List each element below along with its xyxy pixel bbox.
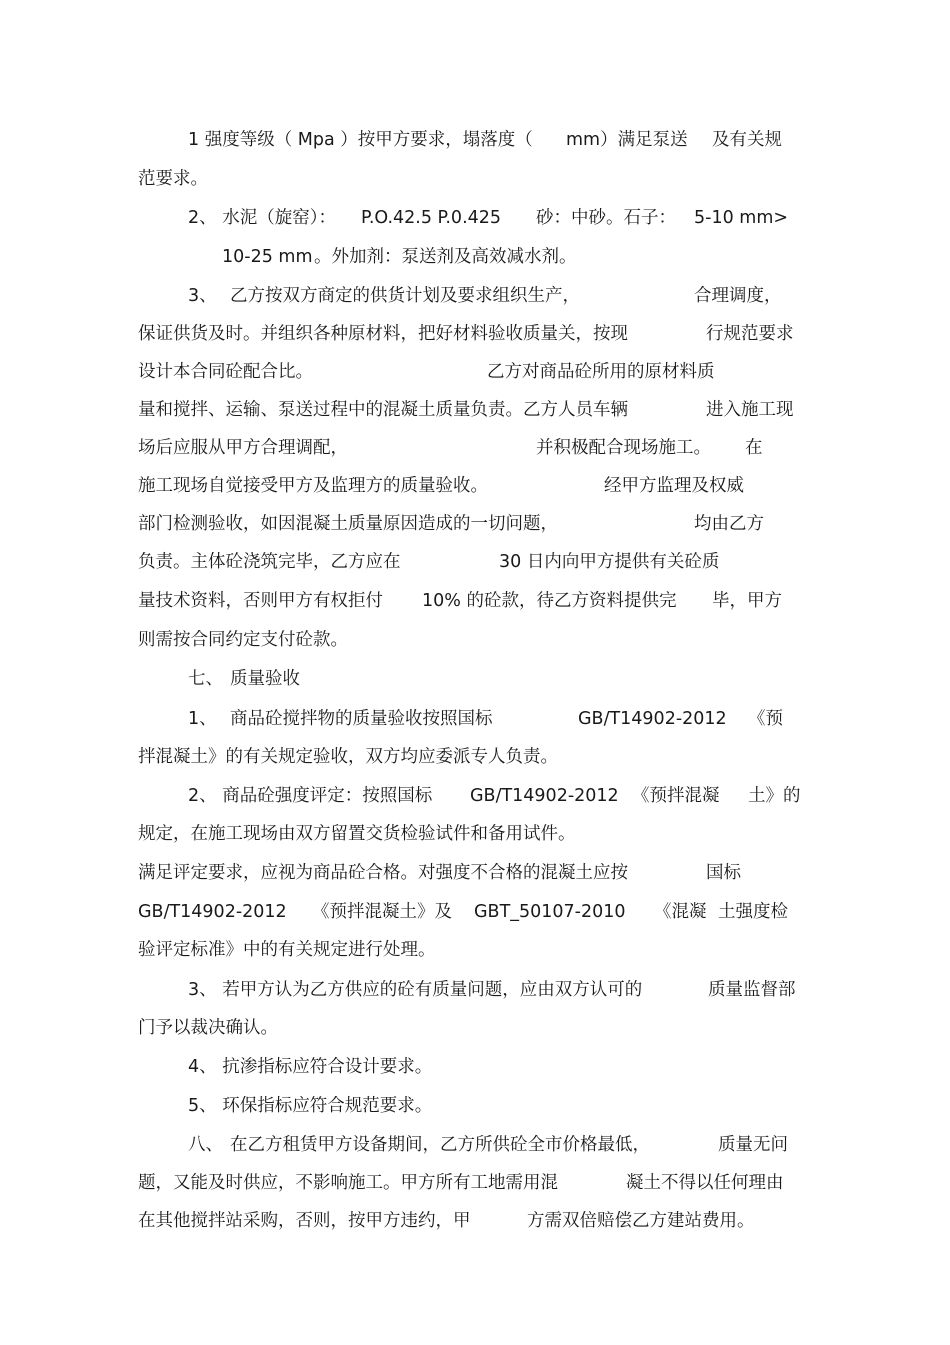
text-segment: 规定，在施工现场由双方留置交货检验试件和备用试件。 xyxy=(138,824,576,844)
text-segment: 均由乙方 xyxy=(694,514,764,534)
text-segment: 《预 xyxy=(748,709,783,729)
text-segment: 5-10 mm> xyxy=(694,208,789,228)
text-segment: 质量监督部 xyxy=(708,980,796,1000)
text-segment: 在其他搅拌站采购，否则，按甲方违约，甲 xyxy=(138,1211,471,1231)
text-segment: 范要求。 xyxy=(138,169,208,189)
text-segment: 凝土不得以任何理由 xyxy=(626,1173,784,1193)
text-segment: 30 日内向甲方提供有关砼质 xyxy=(499,552,720,572)
text-segment: 量和搅拌、运输、泵送过程中的混凝土质量负责。乙方人员车辆 xyxy=(138,400,628,420)
text-segment: 及有关规 xyxy=(712,130,782,150)
text-segment: 合理调度， xyxy=(694,286,782,306)
text-segment: 设计本合同砼配合比。 xyxy=(138,362,313,382)
text-segment: 在 xyxy=(745,438,763,458)
text-segment: 并积极配合现场施工。 xyxy=(536,438,711,458)
text-segment: 砂：中砂。石子： xyxy=(536,208,676,228)
text-segment: 验评定标准》中的有关规定进行处理。 xyxy=(138,940,436,960)
text-segment: 部门检测验收，如因混凝土质量原因造成的一切问题， xyxy=(138,514,558,534)
text-segment: 4、 抗渗指标应符合设计要求。 xyxy=(188,1057,433,1077)
text-segment: 3、 xyxy=(188,286,217,306)
text-segment: 《预拌混凝 xyxy=(632,786,720,806)
text-segment: GB/T14902-2012 xyxy=(578,709,727,729)
text-segment: 10% 的砼款，待乙方资料提供完 xyxy=(422,591,677,611)
text-segment: 保证供货及时。并组织各种原材料，把好材料验收质量关，按现 xyxy=(138,324,628,344)
text-segment: 场后应服从甲方合理调配， xyxy=(138,438,348,458)
text-segment: 质量无问 xyxy=(718,1135,788,1155)
text-segment: 则需按合同约定支付砼款。 xyxy=(138,630,348,650)
text-segment: 。外加剂：泵送剂及高效减水剂。 xyxy=(314,247,577,267)
text-segment: 乙方对商品砼所用的原材料质 xyxy=(487,362,715,382)
text-segment: 门予以裁决确认。 xyxy=(138,1018,278,1038)
text-segment: 负责。主体砼浇筑完毕，乙方应在 xyxy=(138,552,401,572)
text-segment: 《混凝 xyxy=(654,902,707,922)
text-segment: 题，又能及时供应，不影响施工。甲方所有工地需用混 xyxy=(138,1173,558,1193)
text-segment: 进入施工现 xyxy=(706,400,794,420)
text-segment: GB/T14902-2012 xyxy=(470,786,619,806)
text-segment: 5、 环保指标应符合规范要求。 xyxy=(188,1096,433,1116)
text-segment: 满足评定要求，应视为商品砼合格。对强度不合格的混凝土应按 xyxy=(138,863,628,883)
text-segment: 施工现场自觉接受甲方及监理方的质量验收。 xyxy=(138,476,488,496)
text-segment: mm）满足泵送 xyxy=(566,130,688,150)
text-segment: 乙方按双方商定的供货计划及要求组织生产， xyxy=(230,286,580,306)
text-segment: 毕，甲方 xyxy=(712,591,782,611)
text-segment: 1、 xyxy=(188,709,217,729)
text-segment: 1 强度等级（ Mpa ）按甲方要求，塌落度（ xyxy=(188,130,533,150)
text-segment: 2、 水泥（旋窑）： xyxy=(188,208,336,228)
text-segment: 土强度检 xyxy=(718,902,788,922)
text-segment: 商品砼搅拌物的质量验收按照国标 xyxy=(230,709,493,729)
text-segment: 行规范要求 xyxy=(706,324,794,344)
text-segment: 《预拌混凝土》及 xyxy=(312,902,452,922)
text-segment: 土》的 xyxy=(748,786,801,806)
text-segment: 方需双倍赔偿乙方建站费用。 xyxy=(527,1211,755,1231)
text-segment: 量技术资料，否则甲方有权拒付 xyxy=(138,591,383,611)
text-segment: GBT_50107-2010 xyxy=(474,902,626,922)
text-segment: 七、 xyxy=(188,669,223,689)
text-segment: 拌混凝土》的有关规定验收，双方均应委派专人负责。 xyxy=(138,747,558,767)
text-segment: P.O.42.5 P.0.425 xyxy=(361,208,502,228)
text-segment: 10-25 mm xyxy=(222,247,313,267)
text-segment: GB/T14902-2012 xyxy=(138,902,287,922)
text-segment: 八、 xyxy=(188,1135,223,1155)
text-segment: 2、 商品砼强度评定：按照国标 xyxy=(188,786,433,806)
text-segment: 在乙方租赁甲方设备期间，乙方所供砼全市价格最低， xyxy=(230,1135,650,1155)
text-segment: 质量验收 xyxy=(230,669,300,689)
text-segment: 经甲方监理及权威 xyxy=(604,476,744,496)
text-segment: 国标 xyxy=(706,863,741,883)
text-segment: 3、 若甲方认为乙方供应的砼有质量问题，应由双方认可的 xyxy=(188,980,643,1000)
